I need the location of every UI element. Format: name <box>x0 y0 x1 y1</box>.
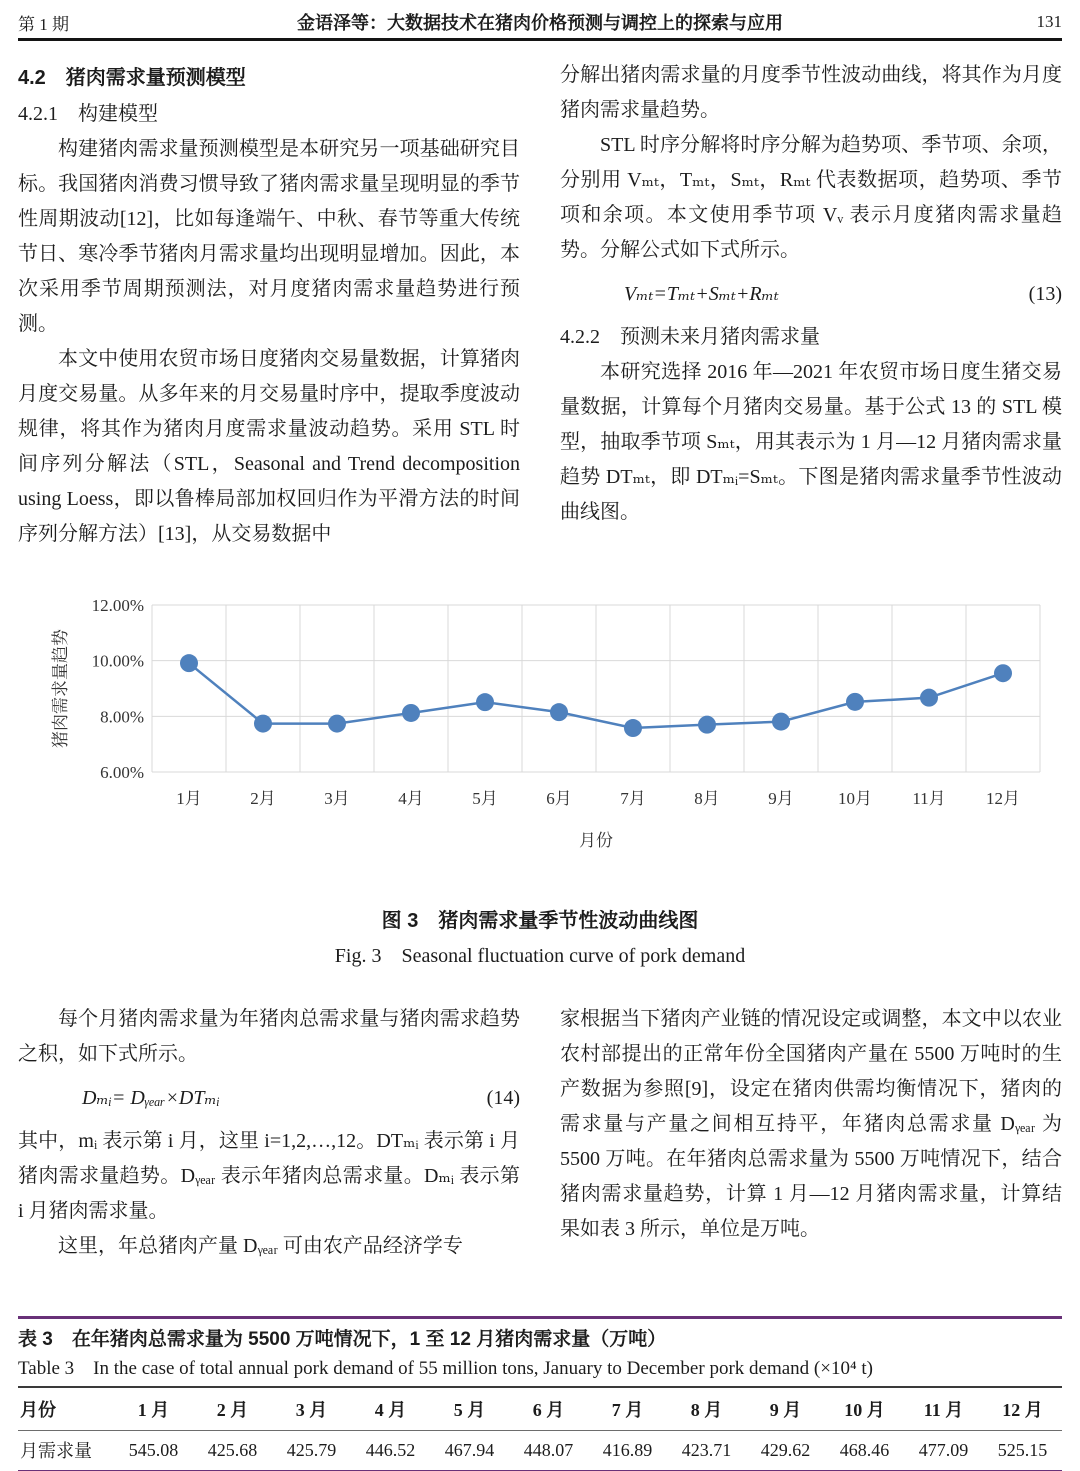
formula-13-number: (13) <box>1028 283 1062 305</box>
chart-x-tick-label: 10月 <box>838 789 872 808</box>
table3-top-rule <box>18 1316 1062 1319</box>
table3-month-header: 6 月 <box>509 1387 588 1431</box>
table3-month-header: 5 月 <box>430 1387 509 1431</box>
lower-columns <box>18 1002 1062 1264</box>
formula-14-number: (14) <box>486 1087 520 1109</box>
chart-x-tick-label: 7月 <box>620 789 646 808</box>
table3-month-header: 1 月 <box>114 1387 193 1431</box>
chart-data-point <box>920 689 938 707</box>
chart-data-point <box>698 716 716 734</box>
chart-x-tick-label: 6月 <box>546 789 572 808</box>
table3-month-header: 11 月 <box>904 1387 983 1431</box>
chart-data-point <box>328 715 346 733</box>
chart-x-tick-label: 12月 <box>986 789 1020 808</box>
chart-data-point <box>254 715 272 733</box>
table3-month-header: 12 月 <box>983 1387 1062 1431</box>
table3-demand-value: 423.71 <box>681 1439 732 1460</box>
chart-y-tick-label: 6.00% <box>100 763 144 782</box>
table3-title-zh: 表 3 在年猪肉总需求量为 5500 万吨情况下，1 至 12 月猪肉需求量（万吨） <box>18 1329 667 1350</box>
figure3-chart <box>18 578 1062 890</box>
table3-demand-value: 448.07 <box>523 1439 574 1460</box>
formula-14-expression: Dₘᵢ= Dᵧₑₐᵣ×DTₘᵢ <box>82 1087 220 1109</box>
chart-y-axis-title: 猪肉需求量趋势 <box>51 629 70 748</box>
table3-demand-value: 468.46 <box>839 1439 890 1460</box>
formula-13-expression: Vₘₜ=Tₘₜ+Sₘₜ+Rₘₜ <box>624 283 779 305</box>
chart-x-axis-title: 月份 <box>579 831 613 850</box>
chart-x-tick-label: 3月 <box>324 789 350 808</box>
chart-data-point <box>550 703 568 721</box>
table3-demand-value: 467.94 <box>444 1439 495 1460</box>
chart-x-tick-label: 8月 <box>694 789 720 808</box>
running-header <box>18 6 1062 41</box>
chart-data-point <box>994 664 1012 682</box>
table3-demand-value: 446.52 <box>365 1439 416 1460</box>
table3-month-header: 2 月 <box>193 1387 272 1431</box>
table3-month-header: 10 月 <box>825 1387 904 1431</box>
upper-columns <box>18 58 1062 552</box>
chart-data-point <box>624 719 642 737</box>
chart-data-point <box>402 704 420 722</box>
chart-x-tick-label: 5月 <box>472 789 498 808</box>
figure3-caption-en: Fig. 3 Seasonal fluctuation curve of pork demand <box>334 945 746 967</box>
table3-demand-value: 545.08 <box>128 1439 179 1460</box>
paragraph: 每个月猪肉需求量为年猪肉总需求量与猪肉需求趋势之积，如下式所示。 <box>18 1008 520 1065</box>
paragraph: STL 时序分解将时序分解为趋势项、季节项、余项，分别用 Vₘₜ，Tₘₜ，Sₘₜ，Rₘₜ 代表数据项，趋势项、季节项和余项。本文使用季节项 Vᵥ 表示月度猪肉需求量趋势。分解公式如下式所示。 <box>560 134 1062 261</box>
paragraph: 本文中使用农贸市场日度猪肉交易量数据，计算猪肉月度交易量。从多年来的月交易量时序中，提取季度波动规律，将其作为猪肉月度需求量波动趋势。采用 STL 时间序列分解法（STL，Seasonal and Trend decomposition using Loess，即以鲁棒局部加权回归作为平滑方法的时间序列分解方法）[13]，从交易数据中 <box>18 348 520 545</box>
table3-demand-value: 525.15 <box>997 1439 1048 1460</box>
table3-month-header: 4 月 <box>351 1387 430 1431</box>
right-column <box>560 58 1062 552</box>
table3-data-row <box>18 1431 1062 1470</box>
table3-month-header: 7 月 <box>588 1387 667 1431</box>
table3-header-row <box>18 1387 1062 1431</box>
paragraph: 这里，年总猪肉产量 Dᵧₑₐᵣ 可由农产品经济学专 <box>58 1235 463 1257</box>
formula-13 <box>560 277 1062 311</box>
chart-x-tick-label: 1月 <box>176 789 202 808</box>
chart-x-tick-label: 9月 <box>768 789 794 808</box>
chart-data-point <box>772 713 790 731</box>
section-heading-42: 4.2 猪肉需求量预测模型 <box>18 67 246 89</box>
table3-title-en: Table 3 In the case of total annual pork demand of 55 million tons, January to December pork demand (×10⁴ t) <box>18 1358 873 1379</box>
subsection-heading-421: 4.2.1 构建模型 <box>18 103 158 125</box>
subsection-heading-422: 4.2.2 预测未来月猪肉需求量 <box>560 326 820 348</box>
chart-x-tick-label: 4月 <box>398 789 424 808</box>
paragraph: 本研究选择 2016 年—2021 年农贸市场日度生猪交易量数据，计算每个月猪肉交易量。基于公式 13 的 STL 模型，抽取季节项 Sₘₜ，用其表示为 1 月—12 月猪肉需求量趋势 DTₘₜ，即 DTₘᵢ=Sₘₜ。下图是猪肉需求量季节性波动曲线图。 <box>560 361 1062 523</box>
chart-x-tick-label: 11月 <box>912 789 946 808</box>
formula-14 <box>18 1081 520 1115</box>
table3-month-header: 3 月 <box>272 1387 351 1431</box>
lower-left-column <box>18 1002 520 1264</box>
table3-demand-value: 416.89 <box>602 1439 653 1460</box>
paragraph: 分解出猪肉需求量的月度季节性波动曲线，将其作为月度猪肉需求量趋势。 <box>560 64 1062 121</box>
table3-month-header: 8 月 <box>667 1387 746 1431</box>
seasonal-fluctuation-line-chart <box>18 578 1062 890</box>
table3-demand-value: 477.09 <box>918 1439 969 1460</box>
chart-x-tick-label: 2月 <box>250 789 276 808</box>
figure3-caption-zh: 图 3 猪肉需求量季节性波动曲线图 <box>381 910 699 932</box>
header-title: 金语泽等：大数据技术在猪肉价格预测与调控上的探索与应用 <box>297 13 783 33</box>
table3-demand-value: 429.62 <box>760 1439 811 1460</box>
chart-data-point <box>476 693 494 711</box>
chart-y-tick-label: 10.00% <box>91 651 144 671</box>
table3-block <box>18 1316 1062 1471</box>
table3-demand-value: 425.68 <box>207 1439 258 1460</box>
chart-y-tick-label: 12.00% <box>91 596 144 615</box>
chart-data-point <box>180 654 198 672</box>
paragraph: 家根据当下猪肉产业链的情况设定或调整，本文中以农业农村部提出的正常年份全国猪肉产量在 5500 万吨时的生产数据为参照[9]，设定在猪肉供需均衡情况下，猪肉的需求量与产量之间相互持平，年猪肉总需求量 Dᵧₑₐᵣ 为 5500 万吨。在年猪肉总需求量为 5500 万吨情况下，结合猪肉需求量趋势，计算 1 月—12 月猪肉需求量，计算结果如表 3 所示，单位是万吨。 <box>560 1008 1062 1240</box>
header-issue: 第 1 期 <box>18 14 69 34</box>
lower-right-column <box>560 1002 1062 1264</box>
paragraph: 构建猪肉需求量预测模型是本研究另一项基础研究目标。我国猪肉消费习惯导致了猪肉需求量呈现明显的季节性周期波动[12]，比如每逢端午、中秋、春节等重大传统节日、寒冷季节猪肉月需求量均出现明显增加。因此，本次采用季节周期预测法，对月度猪肉需求量趋势进行预测。 <box>18 138 520 335</box>
figure3-caption <box>0 903 1080 973</box>
table3-demand-value: 425.79 <box>286 1439 337 1460</box>
table3-month-header: 9 月 <box>746 1387 825 1431</box>
left-column <box>18 58 520 552</box>
chart-y-tick-label: 8.00% <box>100 707 144 727</box>
table3-corner-header: 月份 <box>18 1387 114 1431</box>
paragraph: 其中，mᵢ 表示第 i 月，这里 i=1,2,…,12。DTₘᵢ 表示第 i 月猪肉需求量趋势。Dᵧₑₐᵣ 表示年猪肉总需求量。Dₘᵢ 表示第 i 月猪肉需求量。 <box>18 1130 520 1222</box>
header-page-number: 131 <box>1036 12 1062 31</box>
table3-table <box>18 1386 1062 1469</box>
chart-data-point <box>846 693 864 711</box>
table3-row-label: 月需求量 <box>20 1441 92 1461</box>
